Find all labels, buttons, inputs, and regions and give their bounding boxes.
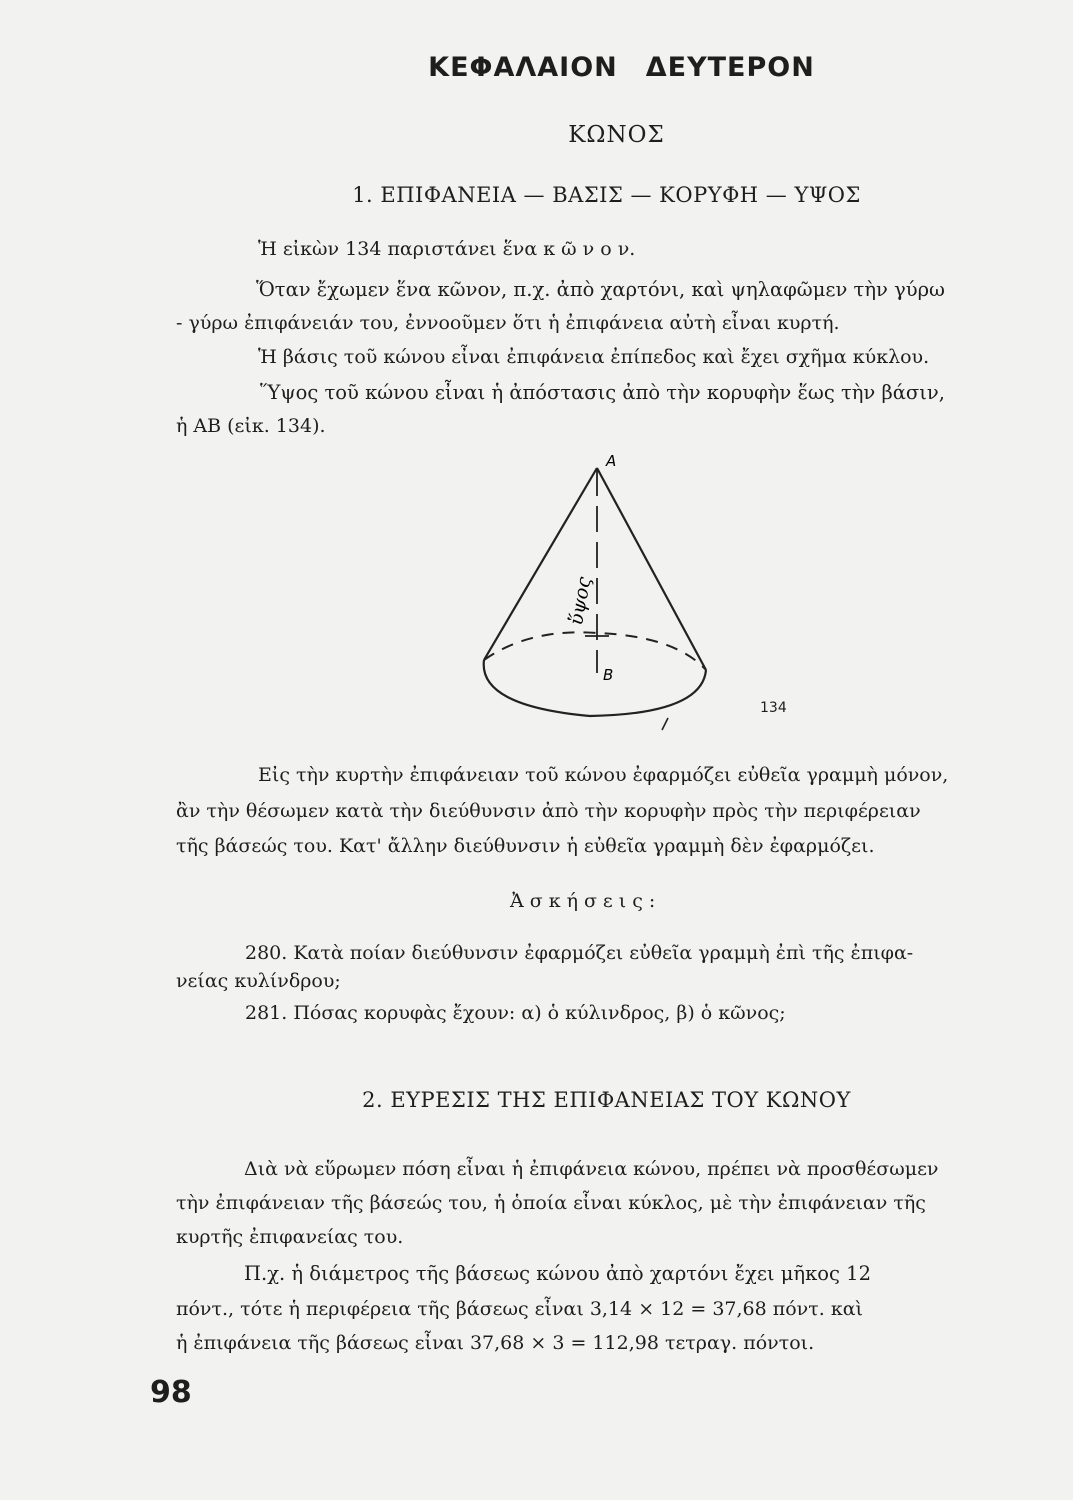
subsection-1-title: 1. ΕΠΙΦΑΝΕΙΑ — ΒΑΣΙΣ — ΚΟΡΥΦΗ — ΥΨΟΣ [352, 183, 861, 207]
cone-figure [470, 448, 810, 748]
cone-base-mark [662, 718, 668, 730]
text-line: - γύρω ἐπιφάνειάν του, ἐννοοῦμεν ὅτι ἡ ἐπιφάνεια αὐτὴ εἶναι κυρτή. [176, 312, 840, 334]
exercise-280: 280. Κατὰ ποίαν διεύθυνσιν ἐφαρμόζει εὐθεῖα γραμμὴ ἐπὶ τῆς ἐπιφα- [245, 942, 914, 964]
figure-number: 134 [760, 700, 787, 716]
text-line: Π.χ. ἡ διάμετρος τῆς βάσεως κώνου ἀπὸ χαρτόνι ἔχει μῆκος 12 [244, 1262, 871, 1285]
text-line: Διὰ νὰ εὕρωμεν πόση εἶναι ἡ ἐπιφάνεια κώνου, πρέπει νὰ προσθέσωμεν [244, 1158, 939, 1180]
exercises-heading: Ἀσκήσεις: [510, 890, 662, 912]
section-title: ΚΩΝΟΣ [568, 122, 665, 148]
cone-left-side [484, 468, 597, 660]
subsection-2-title: 2. ΕΥΡΕΣΙΣ ΤΗΣ ΕΠΙΦΑΝΕΙΑΣ ΤΟΥ ΚΩΝΟΥ [362, 1088, 851, 1112]
text-line: κυρτῆς ἐπιφανείας του. [176, 1226, 404, 1248]
base-label: B [603, 666, 614, 684]
text-line: ἡ ἐπιφάνεια τῆς βάσεως εἶναι 37,68 × 3 = 112,98 τετραγ. πόντοι. [176, 1332, 815, 1354]
exercise-281: 281. Πόσας κορυφὰς ἔχουν: α) ὁ κύλινδρος, β) ὁ κῶνος; [245, 1002, 786, 1024]
height-label: ὕψος [565, 575, 596, 627]
text-line: ἂν τὴν θέσωμεν κατὰ τὴν διεύθυνσιν ἀπὸ τὴν κορυφὴν πρὸς τὴν περιφέρειαν [176, 800, 921, 822]
text-line: ἡ ΑΒ (εἰκ. 134). [176, 415, 326, 437]
text-line: Εἰς τὴν κυρτὴν ἐπιφάνειαν τοῦ κώνου ἐφαρμόζει εὐθεῖα γραμμὴ μόνον, [258, 764, 949, 786]
text-line: τὴν ἐπιφάνειαν τῆς βάσεώς του, ἡ ὁποία εἶναι κύκλος, μὲ τὴν ἐπιφάνειαν τῆς [176, 1192, 926, 1214]
chapter-word-2: ΔΕΥΤΕΡΟΝ [645, 52, 815, 83]
apex-label: A [606, 452, 617, 470]
cone-drawing [470, 448, 810, 748]
text-line: Ἡ εἰκὼν 134 παριστάνει ἕνα κ ῶ ν ο ν. [258, 238, 636, 260]
exercise-280-cont: νείας κυλίνδρου; [176, 970, 341, 992]
cone-base-front [484, 660, 706, 716]
cone-base-back [484, 632, 706, 670]
text-line: πόντ., τότε ἡ περιφέρεια τῆς βάσεως εἶναι 3,14 × 12 = 37,68 πόντ. καὶ [176, 1298, 863, 1320]
chapter-word-1: ΚΕΦΑΛΑΙΟΝ [428, 52, 618, 83]
text-line: Ἡ βάσις τοῦ κώνου εἶναι ἐπιφάνεια ἐπίπεδος καὶ ἔχει σχῆμα κύκλου. [258, 346, 930, 368]
chapter-heading [0, 52, 1073, 83]
text-line: τῆς βάσεώς του. Κατ' ἄλλην διεύθυνσιν ἡ εὐθεῖα γραμμὴ δὲν ἐφαρμόζει. [176, 835, 875, 857]
text-line: Ὅταν ἔχωμεν ἕνα κῶνον, π.χ. ἀπὸ χαρτόνι, καὶ ψηλαφῶμεν τὴν γύρω [256, 278, 945, 301]
page-number: 98 [150, 1375, 192, 1410]
text-line: Ὕψος τοῦ κώνου εἶναι ἡ ἀπόστασις ἀπὸ τὴν κορυφὴν ἕως τὴν βάσιν, [260, 381, 945, 404]
